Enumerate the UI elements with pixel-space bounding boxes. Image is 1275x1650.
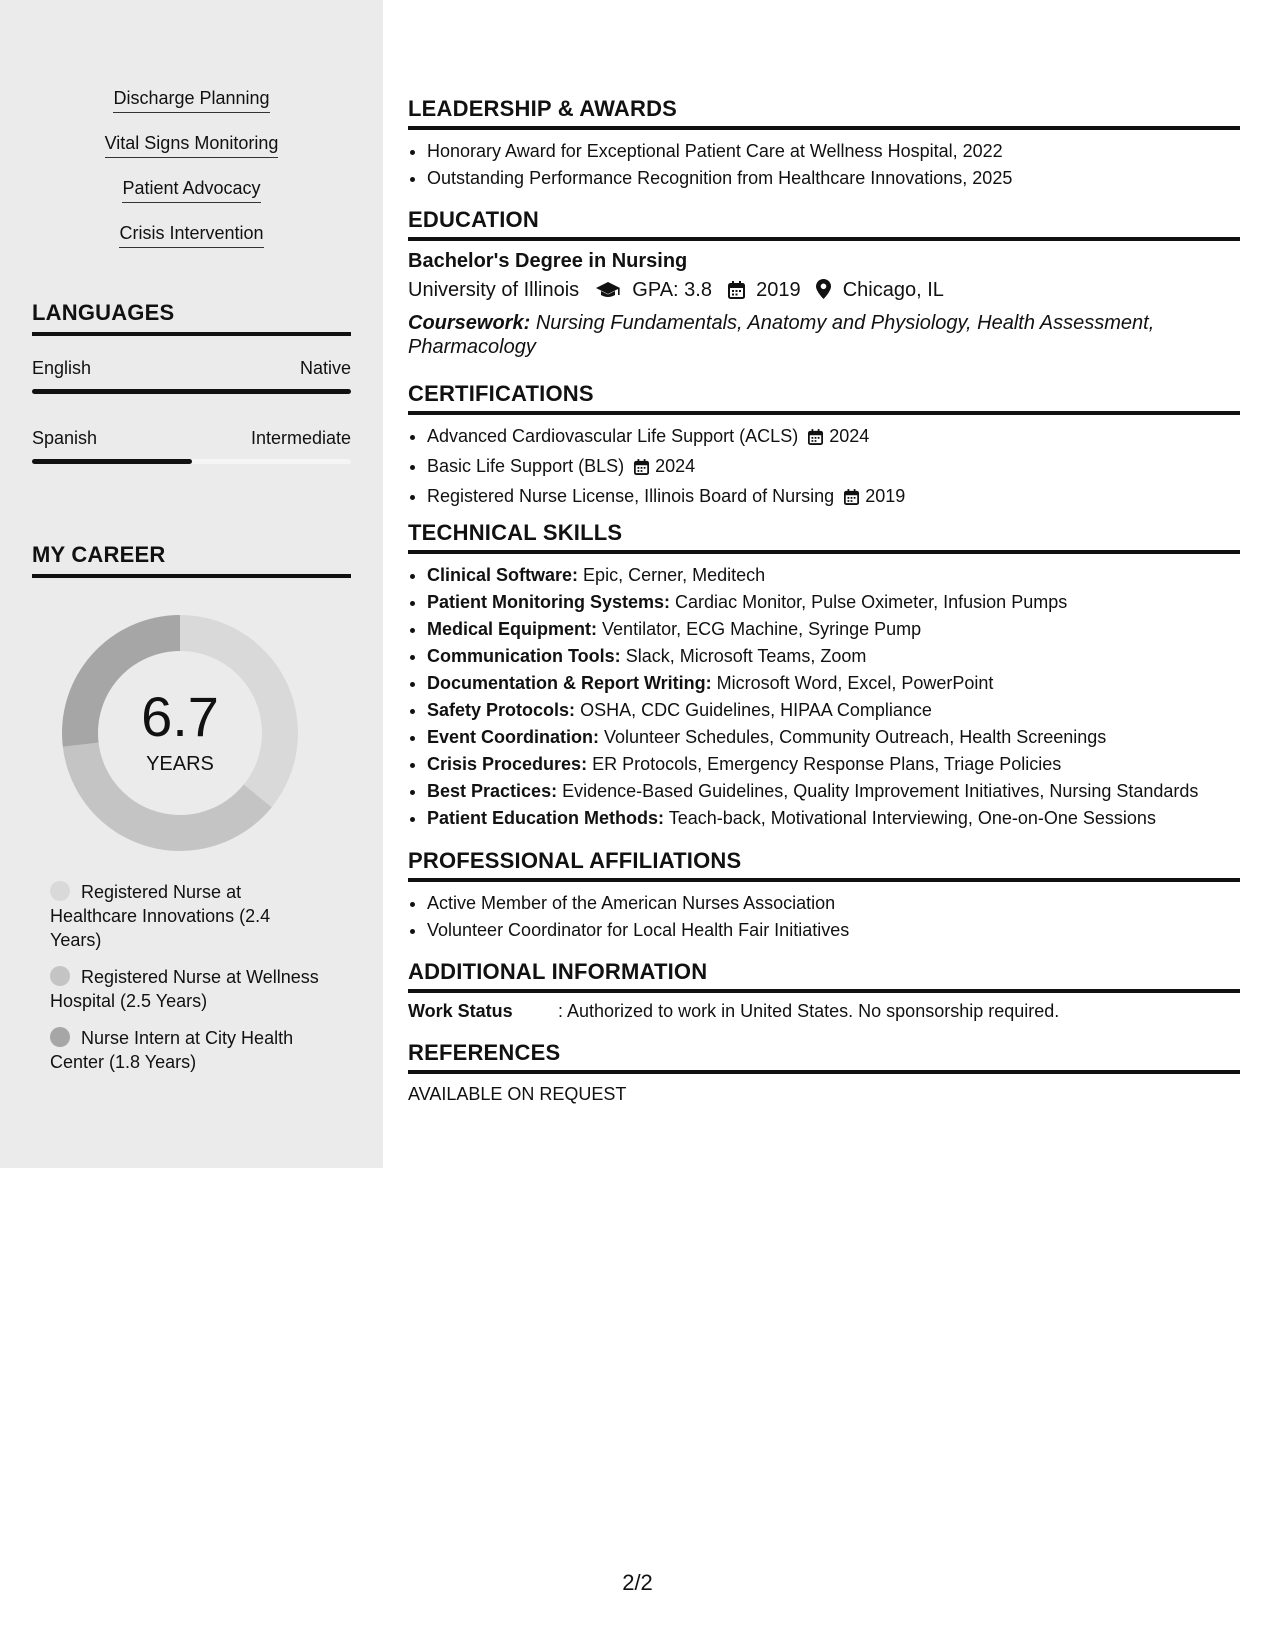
skill-values: Cardiac Monitor, Pulse Oximeter, Infusion Pumps [675,592,1068,612]
legend-label: Registered Nurse at Healthcare Innovations (2.4 Years) [50,882,271,950]
donut-center [62,615,298,851]
education-section [408,207,1240,359]
references-text: AVAILABLE ON REQUEST [408,1084,627,1104]
skill-values: Volunteer Schedules, Community Outreach, Health Screenings [604,727,1107,747]
certification-year: 2024 [655,456,696,476]
skill-item: Vital Signs Monitoring [105,133,279,158]
coursework-list: Nursing Fundamentals, Anatomy and Physiology, Health Assessment, Pharmacology [408,312,1155,358]
certification-name: Advanced Cardiovascular Life Support (ACLS) [427,426,799,446]
coursework-label: Coursework: [408,312,531,334]
section-title: LEADERSHIP & AWARDS [408,96,1240,130]
skill-category: Patient Education Methods: [427,808,665,828]
section-title: TECHNICAL SKILLS [408,520,1240,554]
map-pin-icon [816,279,831,305]
skills-list [32,88,351,268]
list-item: • Honorary Award for Exceptional Patient Care at Wellness Hospital, 2022 [427,138,1240,165]
career-donut-chart [62,615,298,851]
degree-title: Bachelor's Degree in Nursing [408,250,688,272]
skill-category: Event Coordination: [427,727,599,747]
skill-category: Communication Tools: [427,646,621,666]
calendar-icon [728,281,745,305]
list-item [427,724,1240,751]
school-name: University of Illinois [408,279,580,301]
graduation-cap-icon [595,281,621,305]
list-item [427,616,1240,643]
legend-dot [50,1027,70,1047]
skill-item: Patient Advocacy [122,178,260,203]
skill-values: OSHA, CDC Guidelines, HIPAA Compliance [580,700,932,720]
references-section [408,1040,1240,1105]
work-status-value: : Authorized to work in United States. No sponsorship required. [558,1001,1060,1021]
legend-dot [50,966,70,986]
graduation-year: 2019 [756,279,801,301]
technical-skills-section [408,520,1240,832]
list-item [427,670,1240,697]
career-legend-item [50,880,320,952]
skill-category: Documentation & Report Writing: [427,673,712,693]
certifications-section [408,381,1240,513]
skill-values: Epic, Cerner, Meditech [583,565,766,585]
affiliations-list [408,890,1240,944]
list-item [427,453,1240,483]
legend-label: Registered Nurse at Wellness Hospital (2.5 Years) [50,967,319,1011]
work-status-row [408,1001,1240,1022]
skill-category: Crisis Procedures: [427,754,588,774]
section-title: ADDITIONAL INFORMATION [408,959,1240,993]
education-details [408,279,1240,305]
career-legend-item [50,965,320,1013]
language-name: English [32,358,92,378]
language-bar-fill [32,459,192,464]
section-title: PROFESSIONAL AFFILIATIONS [408,848,1240,882]
legend-dot [50,881,70,901]
additional-info-section [408,959,1240,1022]
certifications-list [408,423,1240,513]
skill-item: Crisis Intervention [119,223,263,248]
language-spanish [32,428,351,464]
affiliations-section [408,848,1240,944]
technical-skills-list [408,562,1240,832]
leadership-section [408,96,1240,192]
list-item [427,751,1240,778]
skill-values: Microsoft Word, Excel, PowerPoint [716,673,994,693]
skill-values: ER Protocols, Emergency Response Plans, Triage Policies [592,754,1062,774]
language-bar [32,459,351,464]
skill-category: Medical Equipment: [427,619,598,639]
list-item: • Volunteer Coordinator for Local Health Fair Initiatives [427,917,1240,944]
skill-values: Teach-back, Motivational Interviewing, One-on-One Sessions [668,808,1156,828]
language-english [32,358,351,394]
list-item: • Outstanding Performance Recognition from Healthcare Innovations, 2025 [427,165,1240,192]
list-item [427,778,1240,805]
list-item [427,697,1240,724]
skill-category: Patient Monitoring Systems: [427,592,671,612]
certification-year: 2024 [829,426,870,446]
list-item [427,423,1240,453]
certification-name: Basic Life Support (BLS) [427,456,625,476]
certification-year: 2019 [865,486,906,506]
language-level: Native [299,358,351,378]
skill-values: Ventilator, ECG Machine, Syringe Pump [602,619,922,639]
skill-category: Safety Protocols: [427,700,576,720]
list-item [427,643,1240,670]
language-level: Intermediate [250,428,351,448]
work-status-label: Work Status [408,1001,513,1021]
career-years-unit: YEARS [146,753,214,775]
gpa: GPA: 3.8 [632,279,712,301]
skill-values: Evidence-Based Guidelines, Quality Improvement Initiatives, Nursing Standards [562,781,1199,801]
career-legend [50,880,320,1087]
certification-name: Registered Nurse License, Illinois Board of Nursing [427,486,835,506]
career-total-years: 6.7 [141,685,219,748]
skill-category: Clinical Software: [427,565,579,585]
career-heading: MY CAREER [32,542,351,578]
skill-category: Best Practices: [427,781,558,801]
career-legend-item [50,1026,320,1074]
leadership-list [408,138,1240,192]
section-title: CERTIFICATIONS [408,381,1240,415]
calendar-icon [634,456,649,483]
list-item [427,483,1240,513]
skill-values: Slack, Microsoft Teams, Zoom [625,646,867,666]
language-bar-fill [32,389,351,394]
section-title: EDUCATION [408,207,1240,241]
language-bar [32,389,351,394]
section-title: REFERENCES [408,1040,1240,1074]
coursework [408,311,1240,359]
list-item [427,805,1240,832]
list-item: • Active Member of the American Nurses Association [427,890,1240,917]
languages-heading: LANGUAGES [32,300,351,336]
skill-item: Discharge Planning [113,88,269,113]
language-name: Spanish [32,428,98,448]
list-item [427,589,1240,616]
list-item [427,562,1240,589]
school-location: Chicago, IL [842,279,944,301]
sidebar [0,0,383,1168]
calendar-icon [808,426,823,453]
page-number: 2/2 [622,1570,653,1595]
legend-label: Nurse Intern at City Health Center (1.8 Years) [50,1028,294,1072]
calendar-icon [844,486,859,513]
